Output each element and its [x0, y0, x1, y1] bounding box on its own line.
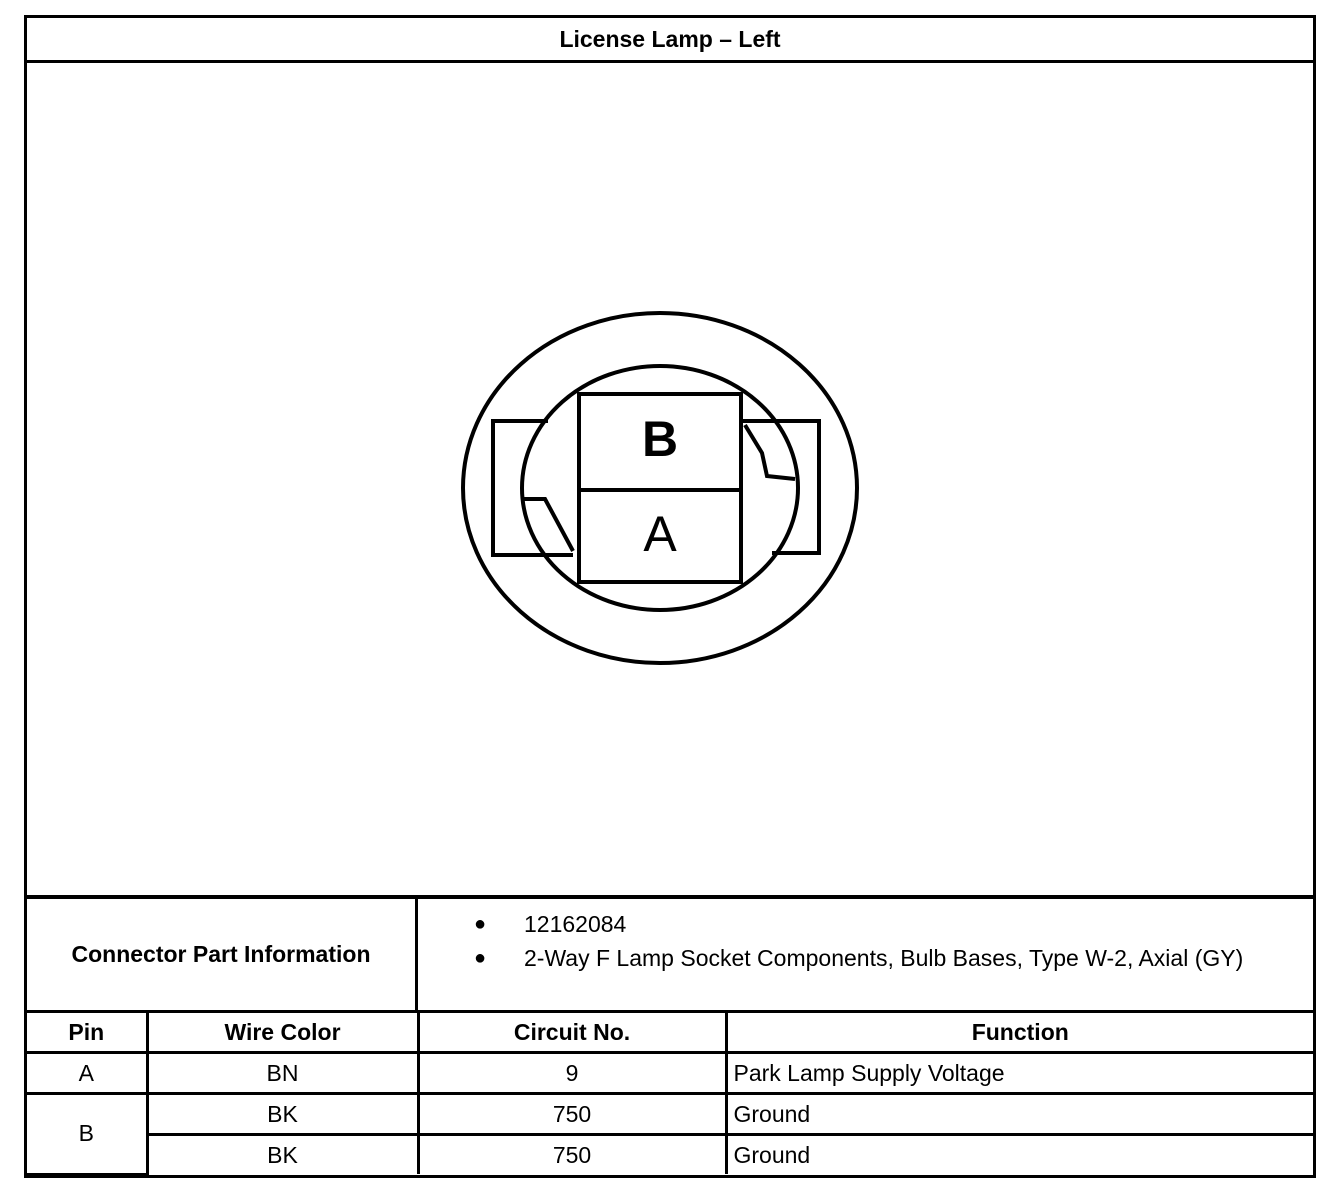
- wire-color-cell: BK: [147, 1094, 418, 1135]
- function-cell: Ground: [726, 1094, 1313, 1135]
- left-key-notch: [524, 499, 573, 551]
- bullet-icon: ●: [474, 947, 487, 969]
- connector-part-info-label: Connector Part Information: [27, 899, 418, 1010]
- header-circuit: Circuit No.: [418, 1013, 726, 1053]
- cavity-label-a: A: [643, 506, 677, 562]
- header-function: Function: [726, 1013, 1313, 1053]
- connector-diagram: [27, 63, 1313, 895]
- page-title: License Lamp – Left: [27, 18, 1313, 63]
- pin-cell: B: [27, 1094, 147, 1175]
- right-key-notch: [745, 425, 795, 479]
- function-cell: Ground: [726, 1135, 1313, 1175]
- table-row: [27, 1094, 1313, 1135]
- pin-table: [27, 1013, 1313, 1176]
- wire-color-cell: BK: [147, 1135, 418, 1175]
- bullet-icon: ●: [474, 913, 487, 935]
- header-pin: Pin: [27, 1013, 147, 1053]
- connector-part-info-list: [418, 899, 1313, 1018]
- part-info-item: [418, 941, 1313, 975]
- header-wire-color: Wire Color: [147, 1013, 418, 1053]
- wire-color-cell: BN: [147, 1053, 418, 1094]
- function-cell: Park Lamp Supply Voltage: [726, 1053, 1313, 1094]
- circuit-cell: 750: [418, 1094, 726, 1135]
- connector-sheet: [24, 15, 1316, 1178]
- pin-table-header: [27, 1013, 1313, 1053]
- part-info-item: [418, 907, 1313, 941]
- circuit-cell: 750: [418, 1135, 726, 1175]
- cavity-label-b: B: [641, 411, 679, 467]
- connector-face-drawing: [27, 63, 1313, 895]
- connector-part-info: [27, 895, 1313, 1013]
- pin-cell: A: [27, 1053, 147, 1094]
- part-description: 2-Way F Lamp Socket Components, Bulb Bases, Type W-2, Axial (GY): [524, 945, 1244, 971]
- table-row: [27, 1053, 1313, 1094]
- circuit-cell: 9: [418, 1053, 726, 1094]
- part-number: 12162084: [524, 911, 627, 937]
- table-row: [27, 1135, 1313, 1175]
